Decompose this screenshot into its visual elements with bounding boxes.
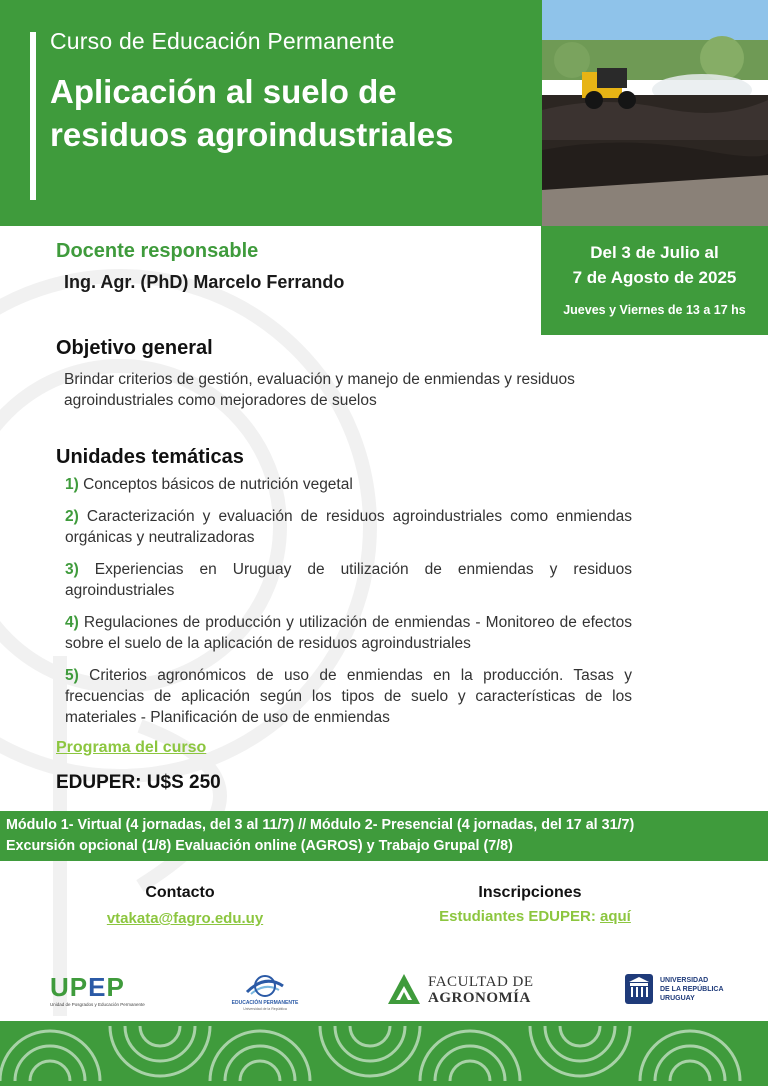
- upep-logo-subtitle: Unidad de Posgrados y Educación Permanente: [50, 1002, 145, 1007]
- course-schedule: Jueves y Viernes de 13 a 17 hs: [563, 303, 746, 317]
- unidades-list: [65, 474, 632, 739]
- unit-number: 1): [65, 476, 79, 493]
- modules-line-1: Módulo 1- Virtual (4 jornadas, del 3 al 11/7) // Módulo 2- Presencial (4 jornadas, del 17 al 31/7): [6, 817, 635, 833]
- unit-text: Caracterización y evaluación de residuos agroindustriales como enmiendas orgánicas y neutralizadoras: [65, 508, 632, 546]
- fagro-line-1: FACULTAD DE: [428, 974, 534, 990]
- header-accent-bar: [30, 32, 36, 200]
- educacion-permanente-emblem: [225, 972, 305, 1000]
- inscriptions-link[interactable]: aquí: [600, 908, 631, 925]
- inscriptions-line: [400, 908, 670, 925]
- unit-item: [65, 474, 632, 495]
- inscriptions-label: Estudiantes EDUPER:: [439, 908, 596, 925]
- unit-item: [65, 665, 632, 728]
- educacion-permanente-logo: [225, 972, 305, 1014]
- programa-link[interactable]: Programa del curso: [56, 739, 207, 756]
- contact-email-link[interactable]: vtakata@fagro.edu.uy: [106, 910, 264, 927]
- dates-line-2: 7 de Agosto de 2025: [572, 268, 737, 287]
- contact-heading: Contacto: [145, 884, 215, 901]
- docente-heading: Docente responsable: [56, 240, 259, 262]
- unit-item: [65, 612, 632, 654]
- unidades-heading: Unidades temáticas: [56, 446, 244, 468]
- unit-number: 3): [65, 561, 79, 578]
- udelar-logo: [624, 973, 734, 1007]
- header-banner: [0, 0, 542, 226]
- inscriptions-heading: Inscripciones: [478, 884, 582, 901]
- upep-logo-letters: UP: [50, 972, 89, 1002]
- educacion-permanente-sublabel: Universidad de la República: [243, 1007, 287, 1011]
- objetivo-text: Brindar criterios de gestión, evaluación y manejo de enmiendas y residuos agroindustriales como mejoradores de suelos: [64, 371, 575, 409]
- unit-number: 4): [65, 614, 79, 631]
- header-photo: [542, 0, 768, 226]
- udelar-line-2: DE LA REPÚBLICA: [660, 986, 724, 993]
- unit-item: [65, 559, 632, 601]
- course-kicker: Curso de Educación Permanente: [50, 28, 395, 54]
- udelar-crest-icon: [624, 973, 654, 1005]
- course-dates: [541, 240, 768, 290]
- unit-text: Conceptos básicos de nutrición vegetal: [83, 476, 353, 493]
- unit-text: Experiencias en Uruguay de utilización de enmiendas y residuos agroindustriales: [65, 561, 632, 599]
- unit-number: 2): [65, 508, 79, 525]
- unit-item: [65, 506, 632, 548]
- course-price: EDUPER: U$S 250: [56, 772, 221, 793]
- educacion-permanente-label: EDUCACIÓN PERMANENTE: [231, 1000, 299, 1006]
- fagro-line-2: AGRONOMÍA: [428, 990, 531, 1006]
- modules-band: [0, 811, 768, 861]
- course-title: Aplicación al suelo de residuos agroindustriales: [50, 73, 454, 153]
- dates-line-1: Del 3 de Julio al: [590, 243, 719, 262]
- docente-name: Ing. Agr. (PhD) Marcelo Ferrando: [64, 272, 345, 292]
- unit-text: Regulaciones de producción y utilización de enmiendas - Monitoreo de efectos sobre el suelo de la aplicación de residuos agroindustriales: [65, 614, 632, 652]
- objetivo-heading: Objetivo general: [56, 337, 213, 359]
- unit-text: Criterios agronómicos de uso de enmiendas en la producción. Tasas y frecuencias de aplicación según los tipos de suelo y características de los materiales - Planificación de uso de enmiendas: [65, 667, 632, 726]
- udelar-line-3: URUGUAY: [660, 995, 695, 1002]
- udelar-line-1: UNIVERSIDAD: [660, 977, 709, 984]
- upep-logo-letter-p: P: [106, 972, 125, 1002]
- facultad-agronomia-logo: [386, 972, 546, 1008]
- footer-pattern: [0, 1021, 768, 1086]
- date-box: [541, 226, 768, 335]
- modules-line-2: Excursión opcional (1/8) Evaluación online (AGROS) y Trabajo Grupal (7/8): [6, 838, 513, 854]
- upep-logo: [50, 972, 145, 1012]
- unit-number: 5): [65, 667, 79, 684]
- upep-logo-letter-e: E: [88, 972, 107, 1002]
- agronomia-triangle-icon: [386, 972, 422, 1006]
